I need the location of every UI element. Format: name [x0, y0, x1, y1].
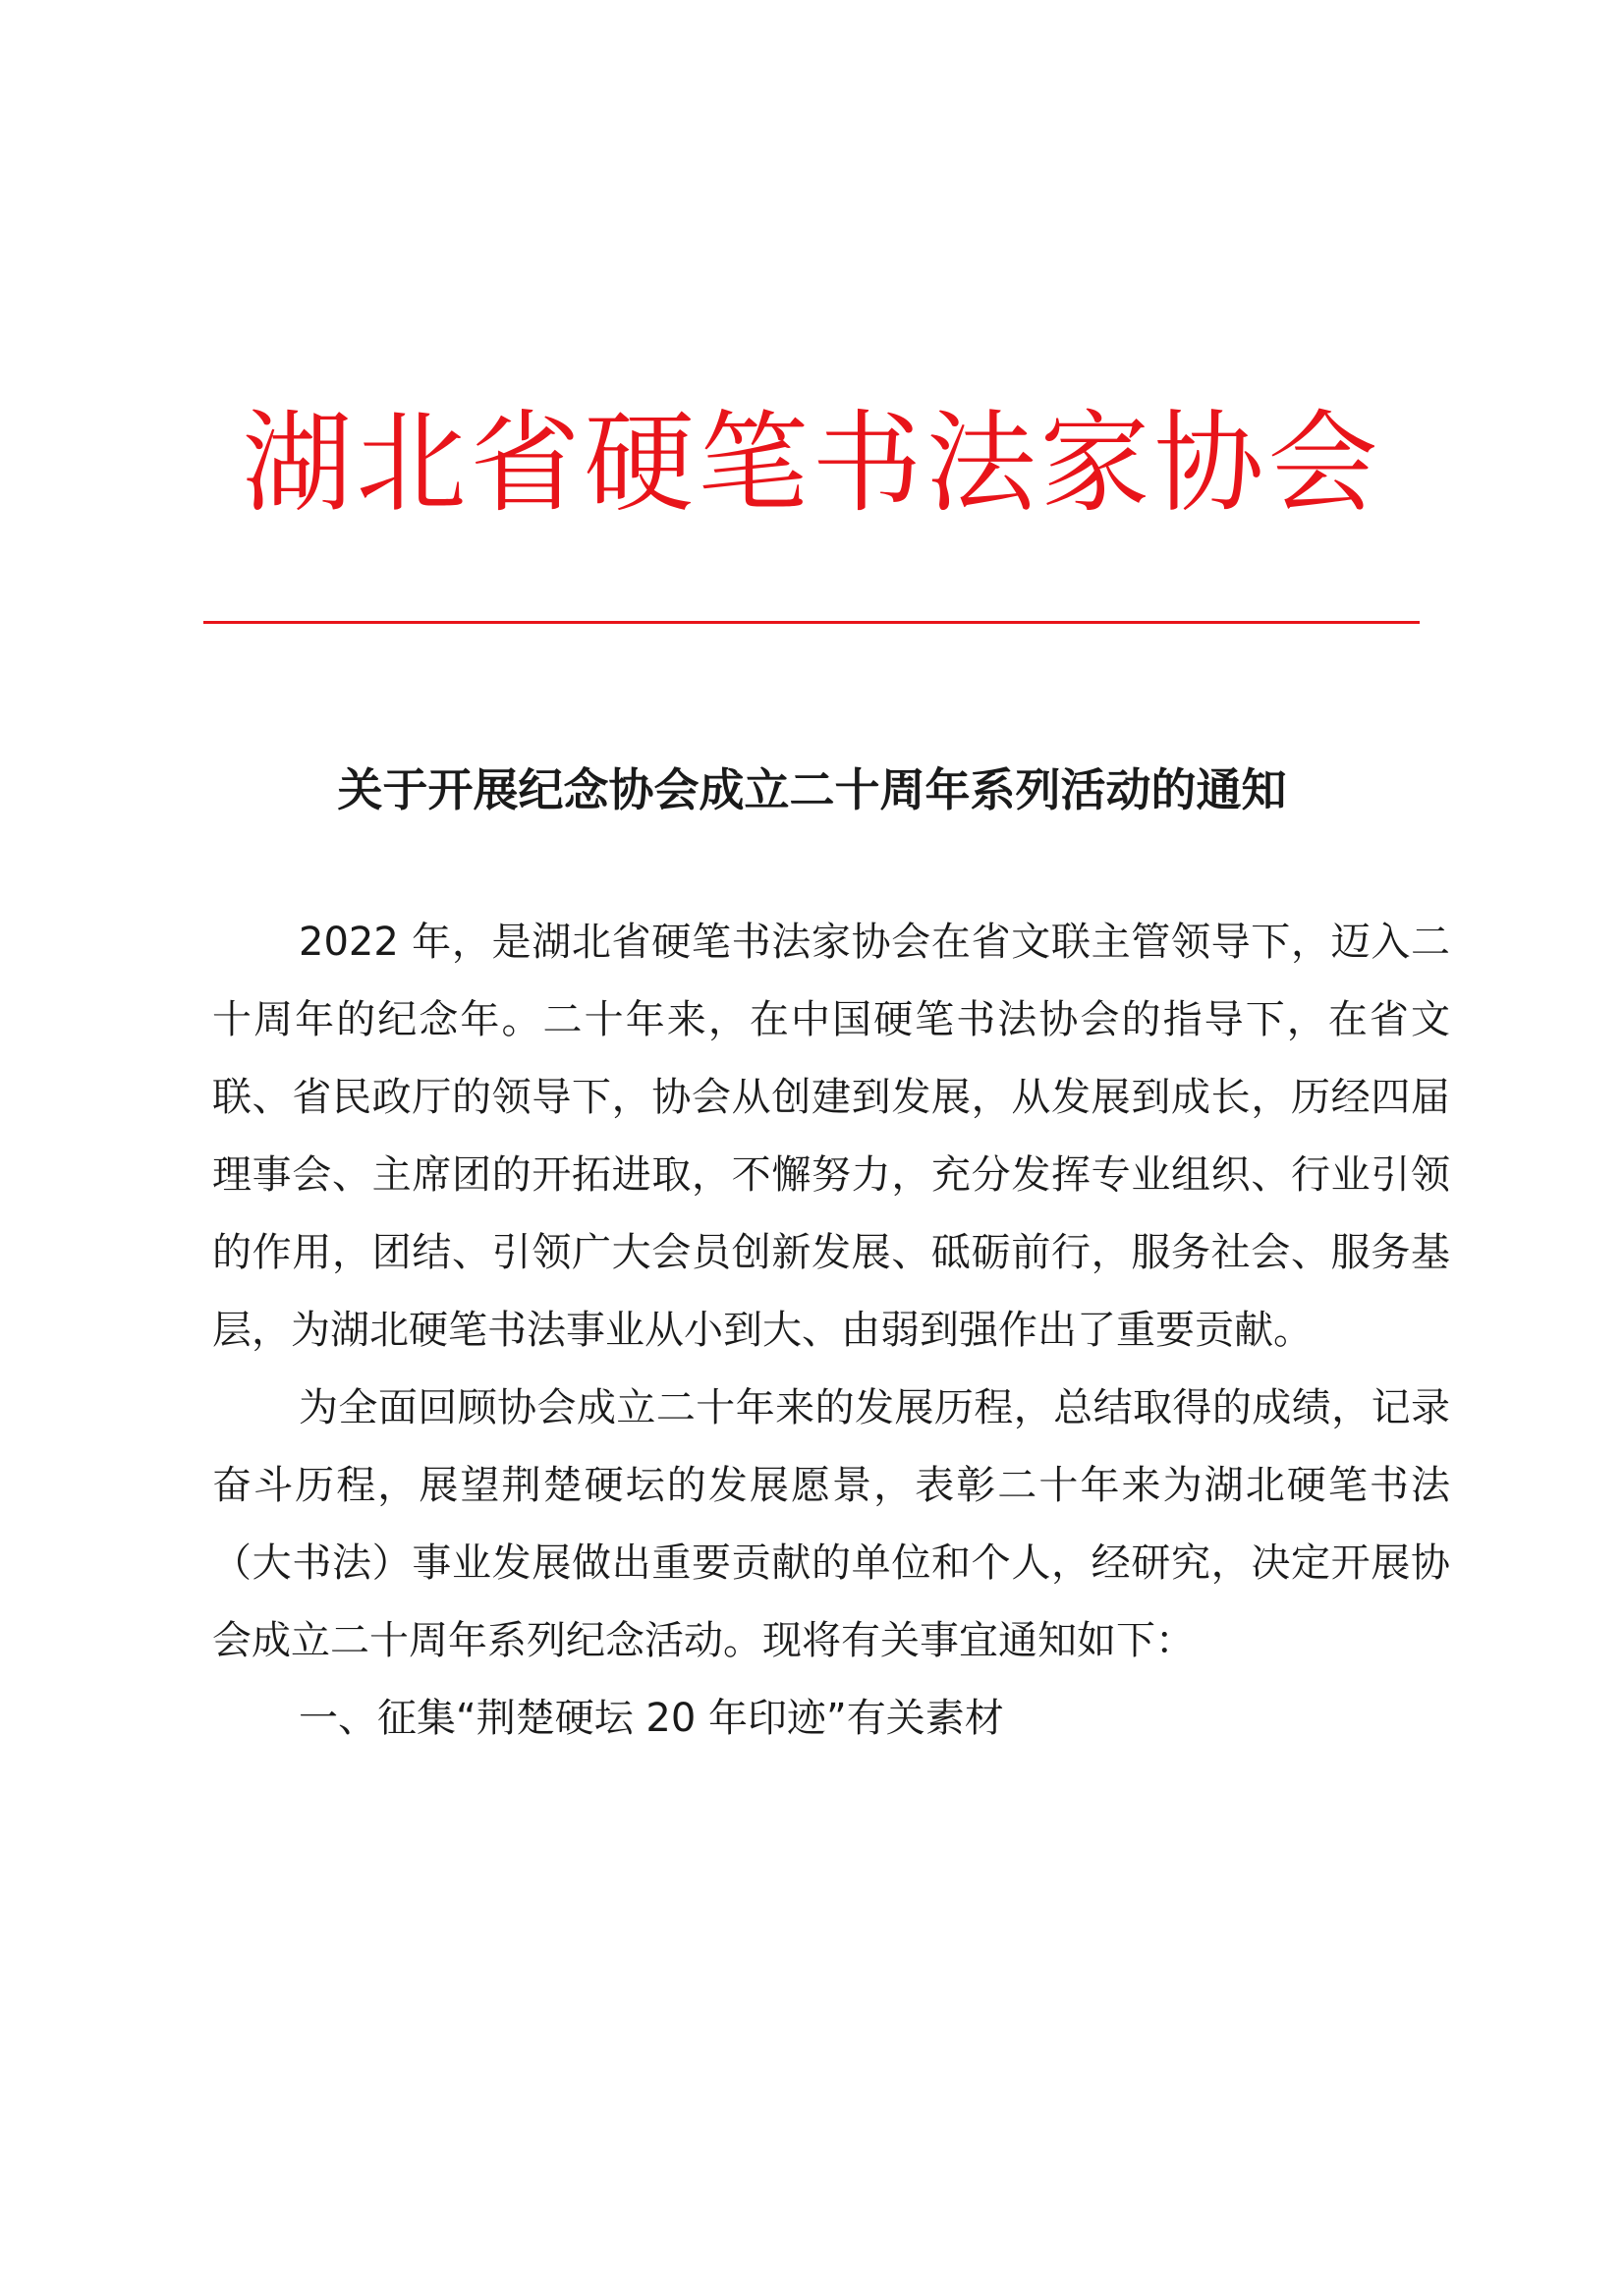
body-paragraph-1: 2022 年，是湖北省硬笔书法家协会在省文联主管领导下，迈入二十周年的纪念年。二十年来，在中国硬笔书法协会的指导下，在省文联、省民政厅的领导下，协会从创建到发展，从发展到成长，历经四届理事会、主席团的开拓进取，不懈努力，充分发挥专业组织、行业引领的作用，团结、引领广大会员创新发展、砥砺前行，服务社会、服务基层，为湖北硬笔书法事业从小到大、由弱到强作出了重要贡献。: [212, 920, 1450, 1353]
body-paragraph-2: 为全面回顾协会成立二十年来的发展历程，总结取得的成绩，记录奋斗历程，展望荆楚硬坛的发展愿景，表彰二十年来为湖北硬笔书法（大书法）事业发展做出重要贡献的单位和个人，经研究，决定开展协会成立二十周年系列纪念活动。现将有关事宜通知如下：: [212, 1385, 1450, 1663]
letterhead-red-divider: [203, 621, 1420, 624]
document-title: 关于开展纪念协会成立二十周年系列活动的通知: [337, 763, 1287, 816]
section-heading-1: 一、征集“荆楚硬坛 20 年印迹”有关素材: [299, 1696, 1004, 1741]
letterhead-organization-name: 湖北省硬笔书法家协会: [242, 400, 1382, 528]
document-body: [212, 904, 1450, 1758]
